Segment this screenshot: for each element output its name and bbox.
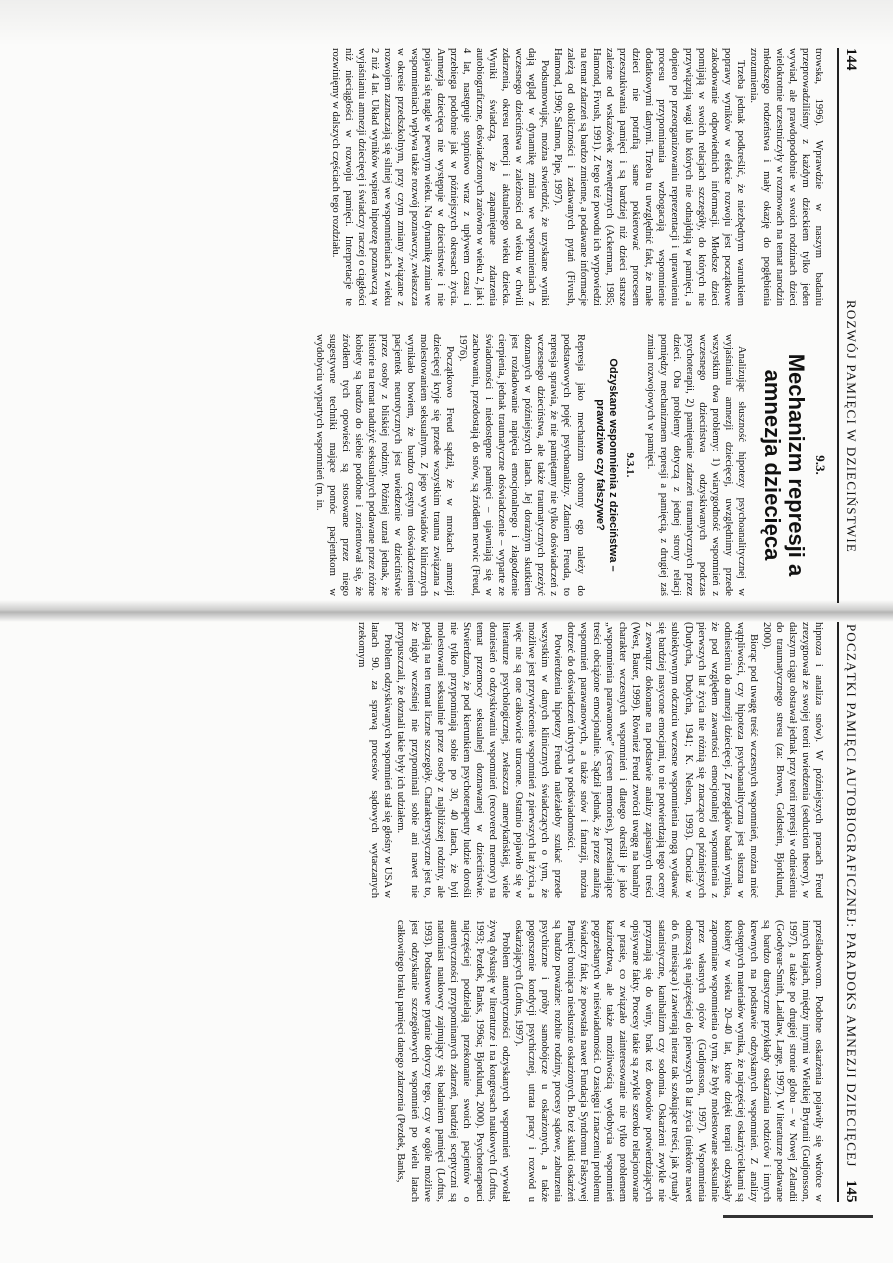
section-title: Mechanizm represji a amnezja dziecięca <box>759 353 809 577</box>
paragraph: Biorąc pod uwagę treść wczesnych wspomnień, można mieć wątpliwości, czy hipoteza psychoanalityczna jest słuszna w odniesieniu do amnezji dziecięcej. Z przeglądów badań wynika, że pod względem zawartości emocjonalnej wspomnienia z pierwszych lat życia nie różnią się znacząco od późniejszych (Dudycha, Dudycha, 1941; K. Nelson, 1993). Chociaż w subiektywnym odczuciu wczesne wspomnienia mogą wydawać się bardziej nasycone emocjami, to nie potwierdzają tego oceny z zewnątrz dokonane na podstawie analizy zapisanych treści (West, Bauer, 1999). Również Freud zwrócił uwagę na banalny charakter wczesnych wspomnień i dlatego określił je jako „wspomnienia parawanowe” (screen memories), przesłaniające treści obciążone emocjonalnie. Sądził jednak, że przez analizę wspomnień parawanowych, a także snów i fantazji, można dotrzeć do doświadczeń ukrytych w podświadomości. <box>565 622 759 898</box>
paragraph: Początkowo Freud sądził, że w mrokach amnezji dziecięcej kryje się przede wszystkim trauma związana z molestowaniem seksualnym. Z jego wywiadów klinicznych wynikało bowiem, że bardzo częstym doświadczeniem pacjentek neurotycznych jest uwiedzenie w dzieciństwie przez osoby z bliskiej rodziny. Później uznał jednak, że historie na temat nadużyć seksualnych podawane przez różne kobiety są bardzo do siebie podobne i zorientował się, że źródłem tych opowieści są stosowane przez niego sugestywne techniki mające pomóc pacjentkom w wydobyciu wypartych wspomnień (m. in. <box>313 334 456 596</box>
right-column-1 <box>35 622 825 898</box>
paragraph: Represja jako mechanizm obronny ego należy do podstawowych pojęć psychoanalizy. Zdaniem Freuda, to represja sprawia, że nie pamiętamy nie tylko doświadczeń z wczesnego dzieciństwa, ale także traumatycznych przeżyć doznanych w późniejszych latach. Jej dorażnym skutkiem jest rozładowanie napięcia emocjonalnego i złagodzenie cierpienia, jednak traumatyczne doświadczenie – wyparte ze świadomości i niedostępne pamięci – ujawniają się w zachowaniu, przedostają do snów, są źródłem nerwic (Freud, 1976). <box>457 334 586 596</box>
paragraph: Problem odzyskiwanych wspomnień stał się głośny w USA w latach 90. za sprawą procesów sądowych wytaczanych rzekomym <box>356 622 394 898</box>
scan-edge-line <box>723 1215 873 1218</box>
left-header-rule <box>837 48 839 603</box>
left-column-1 <box>35 48 825 306</box>
right-running-header: POCZĄTKI PAMIĘCI AUTOBIOGRAFICZNEJ: PARADOKS AMNEZJI DZIECIĘCEJ <box>844 624 859 1168</box>
left-column-2 <box>31 334 831 596</box>
book-gutter-shadow <box>0 600 893 622</box>
paragraph: Potwierdzenia hipotezy Freuda należałoby szukać przede wszystkim w danych klinicznych świadczących o tym, że możliwe jest przywrócenie wspomnień z pierwszych lat życia, a więc nie są one całkowicie utracone. Ostatnio pojawiło się w literaturze psychologicznej, zwłaszcza amerykańskiej, wiele doniesień o odzyskiwaniu wspomnień (recovered memory) na temat przemocy seksualnej doznawanej w dzieciństwie. Stwierdzano, że pod kierunkiem psychoterapeuty ludzie dorośli nie tylko przypominają sobie po 30, 40 latach, że byli molestowani seksualnie przez osoby z najbliższej rodziny, ale podają na ten temat liczne szczegóły. Charakterystyczne jest to, że nigdy wcześniej nie przypominali sobie ani nawet nie przypuszczali, że doznali takie były ich udziałem. <box>395 622 564 898</box>
paragraph: Analizując słuszność hipotezy psychoanalitycznej w wyjaśnianiu amnezji dziecięcej, uwzględnimy przede wszystkim dwa problemy: 1) wiarygodność wspomnień z wczesnego dzieciństwa odzyskiwanych podczas psychoterapii, 2) pamiętanie zdarzeń traumatycznych przez dzieci. Oba problemy dotyczą z jednej strony relacji pomiędzy mechanizmem represji a pamięcią, z drugiej zaś zmian rozwojowych w pamięci. <box>644 334 747 596</box>
right-page-number: 145 <box>843 1180 859 1203</box>
paragraph: Trzeba jednak podkreślić, że niezbędnym warunkiem poprawy wyników w efekcie rozwoju jest początkowe zakodowanie odpowiednich informacji. Młodsze dzieci pomijają w swoich relacjach szczegóły, do których nie przywiązują wagi lub których nie odnajdują w pamięci, a dopiero po przeorganizowaniu reprezentacji i uprawnieniu procesu przypominania wzbogacają wspomnienie dodatkowymi danymi. Trzeba tu uwzględnić fakt, że małe dzieci nie potrafią same pokierować procesem przeszukiwania pamięci i są bardziej niż dzieci starsze zależne od wskazówek zewnętrznych (Ackerman, 1985; Hamond, Fivush, 1991). Z tego też powodu ich wypowiedzi na temat zdarzeń są bardzo zmienne, a podawane informacje zależą od okoliczności i zadawanych pytań (Fivush, Hamond, 1990; Salmon, Pipe, 1997). <box>552 48 746 306</box>
left-edge-shade <box>0 0 893 46</box>
paragraph: Problem autentyczności odzyskanych wspomnień wywołał żywą dyskusję w literaturze i na kongresach naukowych (Loftus, 1993; Pezdek, Banks, 1996a; Bjorklund, 2000). Psychoterapeuci najczęściej podzielają przekonanie swoich pacjentów o autentyczności przypominanych zdarzeń, bardziej sceptyczni są natomiast naukowcy zajmujący się badaniem pamięci (Loftus, 1993). Podstawowe pytanie dotyczy tego, czy w ogóle możliwe jest odzyskanie szczegółowych wspomnień po wielu latach całkowitego braku pamięci danego zdarzenia (Pezdek, Banks, <box>395 920 511 1202</box>
paragraph: hipnoza i analiza snów). W późniejszych pracach Freud zrezygnował ze swojej teorii uwiedzenia (seduction theory), w dalszym ciągu obstawał jednak przy teorii represji w odniesieniu do traumatycznego stresu (za: Brown, Goldstein, Bjorklund, 2000). <box>760 622 824 898</box>
left-page-header <box>842 48 859 71</box>
section-number: 9.3. <box>813 455 828 475</box>
paragraph: trowska, 1996). Wprawdzie w naszym badaniu przeprowadziliśmy z każdym dzieckiem tylko jeden wywiad, ale prawdopodobnie w swoich rodzinach dzieci wielokrotnie uczestniczyły w rozmowach na temat narodzin młodszego rodzeństwa i mały okazję do pogłębienia zrozumienia. <box>747 48 824 306</box>
right-header-rule <box>837 622 839 1202</box>
right-page-header <box>842 1180 859 1203</box>
paragraph: Podsumowując, można stwierdzić, że uzyskane wyniki dają wgląd w dynamikę zmian we wspomnieniach z wczesnego dzieciństwa w zależności od wieku w chwili zdarzenia, okresu retencji i aktualnego wieku dziecka. Wyniki świadczą, że zapamiętane zdarzenia autobiograficzne, doświadczonych zarówno w wieku 2, jak i 4 lat, następuje stopniowo wraz z upływem czasu i przebiega podobnie jak w późniejszych okresach życia. Amnezja dziecięca nie występuje w dzieciństwie i nie pojawia się nagle w pewnym wieku. Na dynamikę zmian we wspomnieniach wpływa także rozwój poznawczy, zwłaszcza w okresie przedszkolnym, przy czym zmiany związane z rozwojem zaznaczają się silniej we wspomnieniach z wieku 2 niż 4 lat. Układ wyników wspiera hipotezę poznawczą w wyjaśnianiu amnezji dziecięcej i świadczy raczej o ciągłości niż nieciągłości w rozwoju pamięci. Interpretacje te rozwinięmy w dalszych częściach tego rozdziału. <box>330 48 551 306</box>
right-column-2 <box>35 920 825 1202</box>
subsection-number: 9.3.1. <box>623 452 636 478</box>
paragraph: prześladowcom. Podobne oskarżenia pojawiły się wkrótce w innych krajach, między innymi w Wielkiej Brytanii (Gudjonsson, 1997), a także po drugiej stronie globu – w Nowej Zelandii (Goodyear-Smith, Laidlaw, Large, 1997). W literaturze podawane są bardzo drastyczne przykłady oskarżania rodziców i innych krewnych na podstawie odzyskanych wspomnień. Z analizy dostępnych materiałów wynika, że najczęściej oskarżycielkami są kobiety w wieku 20–40 lat, które dzięki terapii odzyskały zapomniane wspomnienia o tym, że były molestowane seksualnie przez własnych ojców (Gudjonsson, 1997). Wspomnienia odnoszą się najczęściej do pierwszych 8 lat życia (niektóre nawet do 6. miesiąca) i zawierają nieraz tak szokujące treści, jak rytuały satanistyczne, kanibalizm czy sodomia. Oskarżeni zwykle nie przyznają się do winy, brak też dowodów potwierdzających opisywane fakty. Procesy takie są zwykle szeroko relacjonowane w prasie, co związało zainteresowanie nie tylko problemem kazirodztwa, ale także możliwością wydobycia wspomnień pogrzebanych w nieświadomości. O zasięgu i znaczeniu problemu świadczy fakt, że powstała nawet Fundacja Syndromu Fałszywej Pamięci broniąca niesłusznie oskarżonych. Bo też skutki oskarżeń są bardzo poważne: rozbite rodziny, procesy sądowe, zaburzenia psychiczne i próby samobójcze u oskarżonych, a także pogorszenie kondycji psychicznej, utrata pracy i rozwód u oskarżających (Loftus, 1997). <box>512 920 824 1202</box>
left-running-header: ROZWÓJ PAMIĘCI W DZIECIŃSTWIE <box>844 300 859 554</box>
subsection-title: Odzyskane wspomnienia z dzieciństwa – prawdziwe czy fałszywe? <box>593 358 619 572</box>
left-page-number: 144 <box>843 48 859 71</box>
